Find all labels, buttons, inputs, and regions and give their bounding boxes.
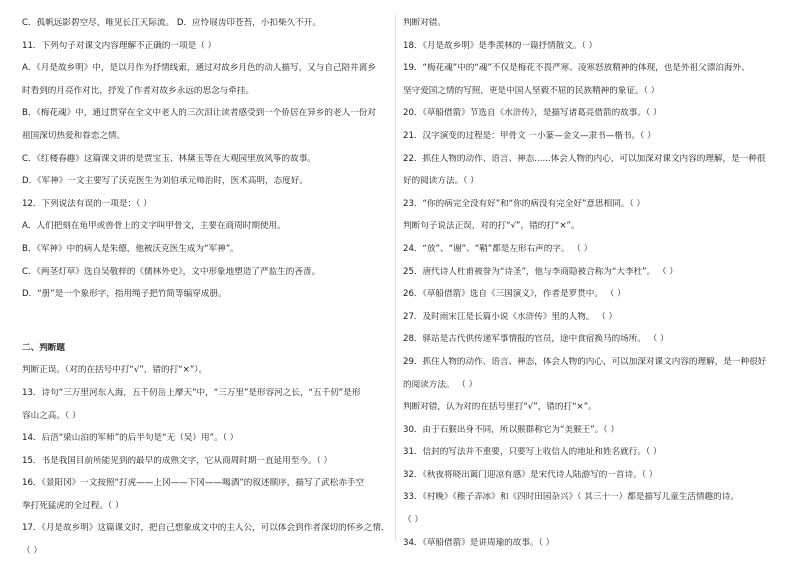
question-line: 34．《草船借箭》是讲周瑜的故事。（ ） [403,537,555,548]
question-line: 11．下列句子对课文内容理解不正确的一项是（ ） [22,40,217,51]
question-line: 22．抓住人物的动作、语言、神态......体会人物的内心，可以加深对课文内容的理解，是一种很 [403,153,766,164]
question-line: 26．《草船借箭》选自《三国演义》，作者是罗贯中。 （ ） [403,289,626,300]
question-line: 坚守爱国之情的写照，更是中国人坚毅不屈的民族精神的象征。（ ） [403,85,660,96]
question-line: 15．书是我国目前所能见到的最早的成熟文字，它从商周时期一直延用至今。（ ） [22,455,333,466]
question-line: 23．“你的病完全没有好”和“你的病没有完全好”意思相同。（ ） [403,198,646,209]
question-line: C．《红楼春趣》这篇课文讲的是贾宝玉、林黛玉等在大观园里放风筝的故事。 [22,153,316,164]
spacer-line [22,312,392,323]
question-line: 17．《月是故乡明》这篇课文时，把自己想象成文中的主人公，可以体会到作者深切的怀乡之情． [22,523,390,534]
question-line: 33．《村晚》《稚子弄冰》和《四时田园杂兴》（ 其三十一）都是描写儿童生活情趣的诗。 [403,492,739,503]
question-line: 时看到的月亮作对比，抒发了作者对故乡永远的思念与牵挂。 [22,85,255,96]
question-line: B．《军神》中的病人是朱德，他被沃克医生成为“军神”。 [22,243,239,254]
question-line: 19．“梅花魂”中的“魂”不仅是梅花不畏严寒、凌寒怒放精神的体现，也是外祖父漂泊海外、 [403,63,750,74]
question-line: A．《月是故乡明》中，是以月作为抒情线索，通过对故乡月色的动人描写，又与自己陪井离乡 [22,63,376,74]
question-line: 25．唐代诗人杜甫被誉为“诗圣”，他与李商隐被合称为“大李杜”。 （ ） [403,266,678,277]
question-line: 28．驿站是古代供传递军事情报的官员，途中食宿换马的场所。 （ ） [403,334,669,345]
question-line: 拳打死猛虎的全过程。（ ） [22,500,124,511]
question-line: A．人们把刻在龟甲或兽骨上的文字叫甲骨文，主要在商周时期使用。 [22,221,286,232]
question-line: 14．后浯“梁山泊的军师”的后半句是“无（吴）用”。（ ） [22,433,239,444]
question-line: 好的阅读方法。（ ） [403,176,479,187]
question-line: 27．及时雨宋江是长篇小说《水浒传》里的人物。 （ ） [403,311,618,322]
question-line: 20．《草船借箭》节选自《水浒传》，是描写诸葛亮借箭的故事。（ ） [403,108,662,119]
question-line: 判断正误。（对的在括号中打“√”，错的打“×”）。 [22,365,208,376]
question-line: 24．“放”、“谢”、“鞘”都是左形右声的字。 （ ） [403,243,593,254]
left-column [22,18,392,569]
question-line: 18．《月是故乡明》是季羡林的一篇抒情散文。（ ） [403,40,598,51]
question-line: 30．由于石猴出身不同，所以猴群称它为“美猴王”。（ ） [403,424,619,435]
column-divider [395,14,396,539]
question-line: 判断对错，认为对的在括号里打“√”，错的打“×”。 [403,402,597,413]
question-line: 31．信封的写法并不重要，只要写上收信人的地址和姓名就行。（ ） [403,447,662,458]
question-line: （ ） [403,515,423,526]
question-line: 16．《景阳冈》一文按照“打虎——上冈——下冈——喝酒”的叙述顺序，描写了武松赤手空 [22,478,365,489]
question-line: C．《两茎灯草》选自吴敬梓的《儒林外史》，文中形象地塑造了严监生的吝啬。 [22,266,321,277]
question-line: 21．汉字演变的过程是：甲骨文 一小篆—金文—隶书—楷书。（ ） [403,130,656,141]
question-line: 容山之高。（ ） [22,410,81,421]
question-line: 判断句子说法正误，对的打“√”，错的打“×”。 [403,221,580,232]
question-line: C．孤帆远影碧空尽，唯见长江天际流。 D．应怜屐齿印苍苔，小扣柴久不开。 [22,18,321,28]
question-line: D．“册”是一个象形字，指用绳子把竹简等编穿成册。 [22,289,227,300]
question-line: B．《梅花魂》中，通过贯穿在全文中老人的三次泪让读者感受到一个侨居在异乡的老人一份对 [22,108,376,119]
right-column [403,18,773,560]
question-line: 的阅读方法。 （ ） [403,379,478,390]
question-line: 32．《秋夜将晓出篱门迎凉有感》是宋代诗人陆游写的一首诗。（ ） [403,469,658,480]
question-line: 判断对错。 [403,18,446,28]
section-heading: 二、判断题 [22,342,65,353]
question-line: 29．抓住人物的动作、语言、神态，体会人物的内心，可以加深对课文内容的理解，是一种很好 [403,356,767,367]
question-line: 12．下列说法有误的一项是：（ ） [22,198,152,209]
question-line: D．《军神》一文主要写了沃克医生为刘伯承元帅治时，医术高明，态度好。 [22,176,308,187]
question-line: 13．诗句“三万里河东入海，五千仞岳上摩天”中，“三万里”是形容河之长，“五千仞”是形 [22,387,361,398]
question-line: （ ） [22,546,42,557]
question-line: 祖国深切热爱和眷恋之情。 [22,130,126,141]
